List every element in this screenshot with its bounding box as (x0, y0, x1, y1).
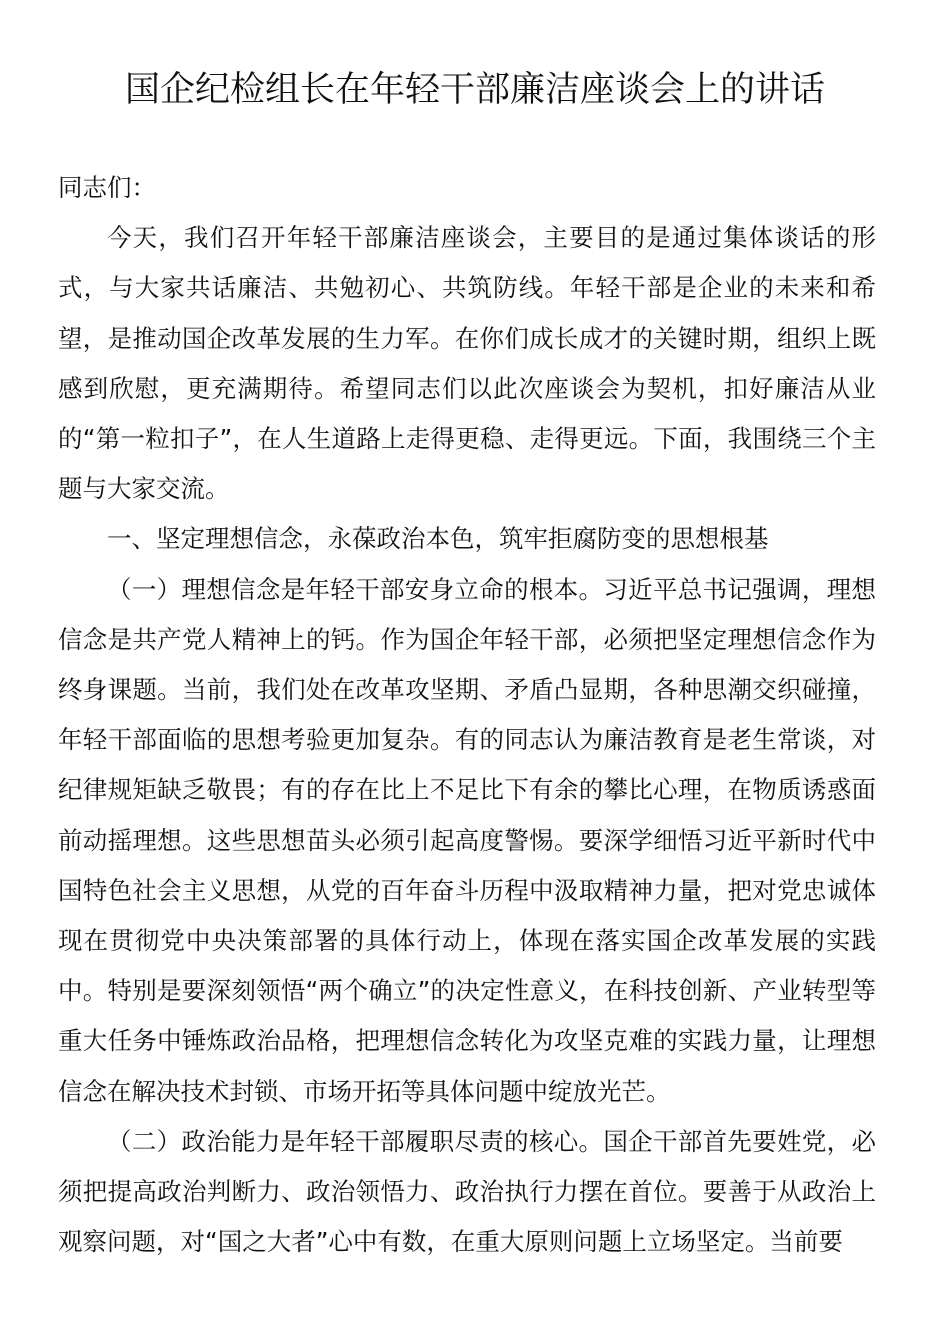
document-title: 国企纪检组长在年轻干部廉洁座谈会上的讲话 (124, 70, 825, 110)
paragraph-1-1: （一）理想信念是年轻干部安身立命的根本。习近平总书记强调，理想信念是共产党人精神上的钙。作为国企年轻干部，必须把坚定理想信念作为终身课题。当前，我们处在改革攻坚期、矛盾凸显期，各种思潮交织碰撞，年轻干部面临的思想考验更加复杂。有的同志认为廉洁教育是老生常谈，对纪律规矩缺乏敬畏；有的存在比上不足比下有余的攀比心理，在物质诱惑面前动摇理想。这些思想苗头必须引起高度警惕。要深学细悟习近平新时代中国特色社会主义思想，从党的百年奋斗历程中汲取精神力量，把对党忠诚体现在贯彻党中央决策部署的具体行动上，体现在落实国企改革发展的实践中。特别是要深刻领悟“两个确立”的决定性意义，在科技创新、产业转型等重大任务中锤炼政治品格，把理想信念转化为攻坚克难的实践力量，让理想信念在解决技术封锁、市场开拓等具体问题中绽放光芒。 (58, 574, 876, 1106)
document-body (58, 163, 876, 1267)
section-heading-1: 一、坚定理想信念，永葆政治本色，筑牢拒腐防变的思想根基 (107, 524, 769, 554)
paragraph-intro: 今天，我们召开年轻干部廉洁座谈会，主要目的是通过集体谈话的形式，与大家共话廉洁、共勉初心、共筑防线。年轻干部是企业的未来和希望，是推动国企改革发展的生力军。在你们成长成才的关键时期，组织上既感到欣慰，更充满期待。希望同志们以此次座谈会为契机，扣好廉洁从业的“第一粒扣子”，在人生道路上走得更稳、走得更远。下面，我围绕三个主题与大家交流。 (58, 223, 876, 504)
salutation: 同志们： (58, 173, 156, 202)
paragraph-1-2: （二）政治能力是年轻干部履职尽责的核心。国企干部首先要姓党，必须把提高政治判断力、政治领悟力、政治执行力摆在首位。要善于从政治上观察问题，对“国之大者”心中有数，在重大原则问题上立场坚定。当前要 (58, 1126, 876, 1257)
